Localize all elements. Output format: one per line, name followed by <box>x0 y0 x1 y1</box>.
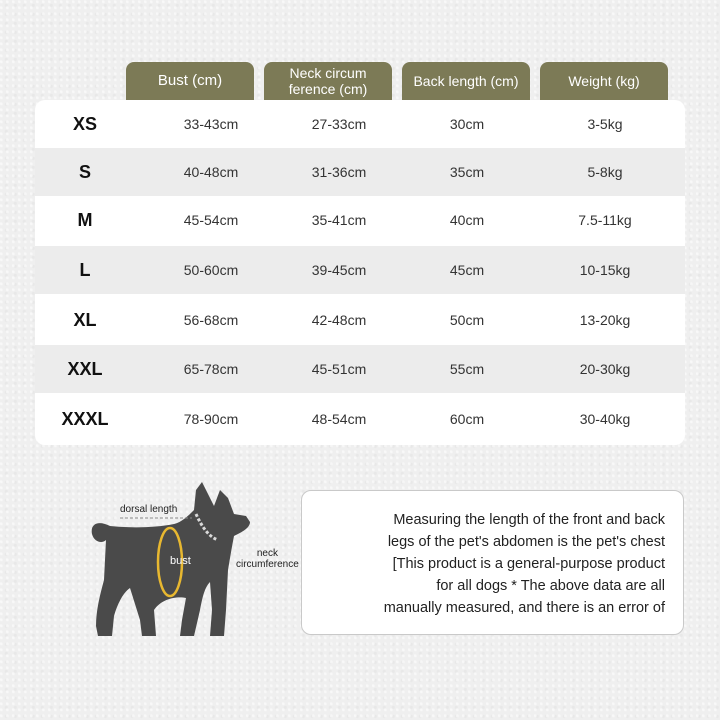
neck-value: 27-33cm <box>311 116 367 132</box>
note-line: legs of the pet's abdomen is the pet's chest <box>387 534 665 550</box>
size-label: XL <box>73 309 97 330</box>
size-label: XXL <box>67 358 103 379</box>
bust-value: 45-54cm <box>183 212 239 228</box>
measurement-note <box>301 490 684 635</box>
back-value: 30cm <box>449 116 485 132</box>
bust-value: 65-78cm <box>183 361 239 377</box>
back-value: 35cm <box>449 164 485 180</box>
header-weight-label: Weight (kg) <box>568 73 640 89</box>
table-row <box>35 395 685 443</box>
dorsal-length-label: dorsal length <box>120 504 178 515</box>
bust-value: 78-90cm <box>183 411 239 427</box>
header-bust <box>126 62 254 100</box>
table-row <box>35 148 685 196</box>
bust-value: 40-48cm <box>183 164 239 180</box>
header-back-length <box>402 62 530 100</box>
neck-label-line2: circumference <box>236 559 299 570</box>
size-table <box>35 100 685 445</box>
header-neck <box>264 62 392 100</box>
neck-circumference-label <box>236 548 299 570</box>
table-row <box>35 100 685 148</box>
neck-value: 31-36cm <box>311 164 367 180</box>
back-value: 45cm <box>449 262 485 278</box>
neck-value: 45-51cm <box>311 361 367 377</box>
bust-label: bust <box>170 555 191 567</box>
neck-value: 35-41cm <box>311 212 367 228</box>
bust-value: 56-68cm <box>183 312 239 328</box>
weight-value: 7.5-11kg <box>578 212 632 228</box>
weight-value: 3-5kg <box>587 116 623 132</box>
neck-label-line1: neck <box>256 548 278 559</box>
note-line: [This product is a general-purpose product <box>392 556 665 572</box>
size-label: M <box>77 209 93 230</box>
header-back-label: Back length (cm) <box>413 73 519 89</box>
size-label: XXXL <box>61 408 109 429</box>
neck-value: 48-54cm <box>311 411 367 427</box>
weight-value: 13-20kg <box>579 312 631 328</box>
neck-value: 42-48cm <box>311 312 367 328</box>
table-row <box>35 196 685 244</box>
back-value: 60cm <box>449 411 485 427</box>
back-value: 40cm <box>449 212 485 228</box>
bust-value: 50-60cm <box>183 262 239 278</box>
header-bust-label: Bust (cm) <box>157 72 223 89</box>
dog-measurement-diagram <box>82 470 302 650</box>
note-line: for all dogs * The above data are all <box>436 578 665 594</box>
size-label: L <box>79 259 91 280</box>
weight-value: 20-30kg <box>579 361 631 377</box>
note-line: Measuring the length of the front and back <box>393 512 665 528</box>
weight-value: 10-15kg <box>579 262 631 278</box>
size-label: S <box>78 161 91 182</box>
note-line: manually measured, and there is an error of <box>383 600 665 616</box>
header-neck-line2: ference (cm) <box>288 81 368 97</box>
header-neck-line1: Neck circum <box>289 65 367 81</box>
back-value: 50cm <box>449 312 485 328</box>
weight-value: 5-8kg <box>587 164 623 180</box>
back-value: 55cm <box>449 361 485 377</box>
neck-value: 39-45cm <box>311 262 367 278</box>
table-row <box>35 246 685 294</box>
size-label: XS <box>72 113 97 134</box>
table-row <box>35 296 685 344</box>
table-row <box>35 345 685 393</box>
weight-value: 30-40kg <box>579 411 631 427</box>
bust-value: 33-43cm <box>183 116 239 132</box>
header-weight <box>540 62 668 100</box>
